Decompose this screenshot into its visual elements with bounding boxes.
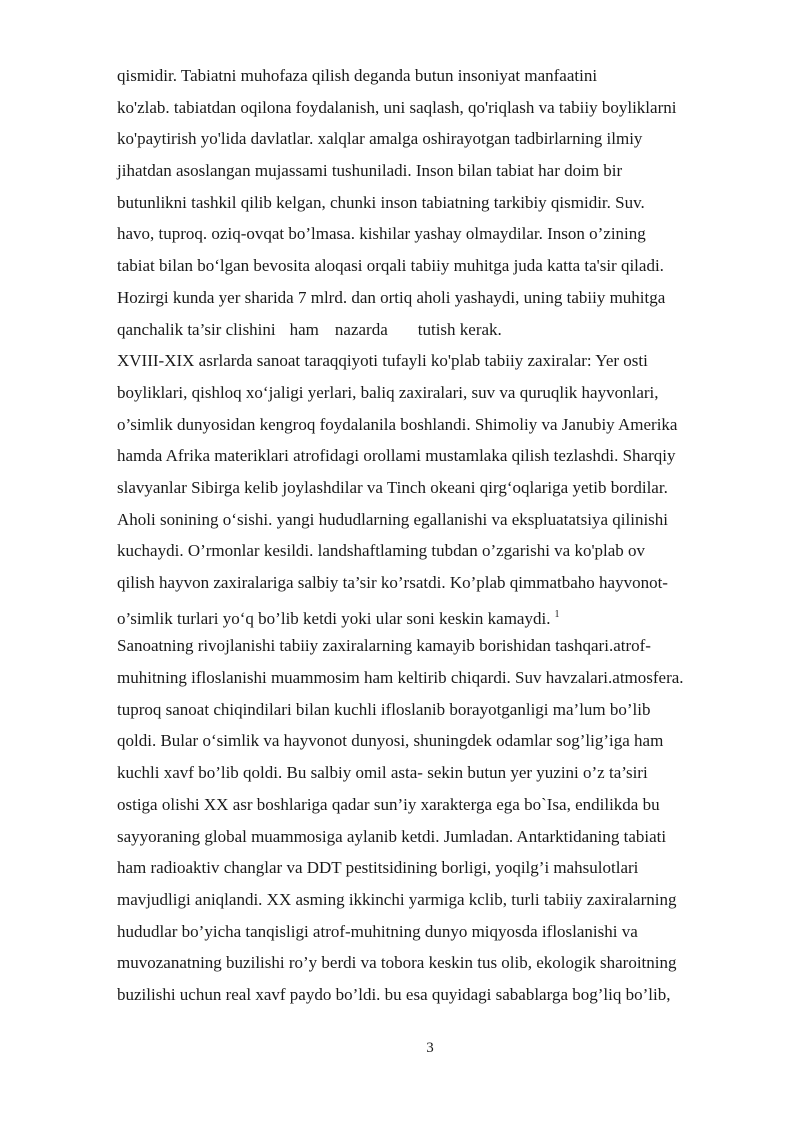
text-line: ko'zlab. tabiatdan oqilona foydalanish, uni saqlash, qo'riqlash va tabiiy boyliklarni: [117, 97, 677, 117]
text-line: ostiga olishi XX asr boshlariga qadar sun’iy xarakterga ega bo`Isa, endilikda bu: [117, 794, 660, 814]
text-line: qismidir. Tabiatni muhofaza qilish deganda butun insoniyat manfaatini: [117, 66, 598, 85]
text-line: mavjudligi aniqlandi. XX asming ikkinchi yarmiga kclib, turli tabiiy zaxiralarning: [117, 889, 677, 909]
text-line: kuchli xavf bo’lib qoldi. Bu salbiy omil asta- sekin butun yer yuzini o’z ta’siri: [117, 763, 648, 783]
text-line: sayyoraning global muammosiga aylanib ketdi. Jumladan. Antarktidaning tabiati: [117, 826, 667, 846]
text-line: jihatdan asoslangan mujassami tushuniladi. Inson bilan tabiat har doim bir: [117, 161, 623, 181]
page-number: 3: [426, 1040, 434, 1056]
text-line: butunlikni tashkil qilib kelgan, chunki inson tabiatning tarkibiy qismidir. Suv.: [117, 192, 645, 212]
text-line-spaced: [117, 314, 757, 346]
text-line: ko'paytirish yo'lida davlatlar. xalqlar amalga oshirayotgan tadbirlarning ilmiy: [117, 129, 643, 149]
text-line: XVIII-XIX asrlarda sanoat taraqqiyoti tufayli ko'plab tabiiy zaxiralar: Yer osti: [117, 351, 648, 371]
text-segment: tutish kerak.: [417, 319, 502, 339]
text-line: qoldi. Bular o‘simlik va hayvonot dunyosi, shuningdek odamlar sog’lig’iga ham: [117, 731, 664, 751]
text-line: slavyanlar Sibirga kelib joylashdilar va Tinch okeani qirg‘oqlariga yetib bordilar.: [117, 477, 668, 497]
body-text: [117, 60, 757, 1011]
text-line: kuchaydi. O’rmonlar kesildi. landshaftlaming tubdan o’zgarishi va ko'plab ov: [117, 541, 646, 561]
footnote-reference[interactable]: 1: [554, 608, 560, 620]
text-segment: o’simlik turlari yo‘q bo’lib ketdi yoki ular soni keskin kamaydi.: [117, 608, 551, 628]
text-segment: nazarda: [334, 319, 388, 339]
text-line: o’simlik dunyosidan kengroq foydalanila boshlandi. Shimoliy va Janubiy Amerika: [117, 414, 678, 434]
text-line: Sanoatning rivojlanishi tabiiy zaxiralarning kamayib borishidan tashqari.atrof-: [117, 636, 651, 656]
text-line: Aholi sonining o‘sishi. yangi hududlarning egallanishi va ekspluatatsiya qilinishi: [117, 509, 669, 529]
text-line: muvozanatning buzilishi ro’y berdi va tobora keskin tus olib, ekologik sharoitning: [117, 953, 677, 973]
text-line: tabiat bilan bo‘lgan bevosita aloqasi orqali tabiiy muhitga juda katta ta'sir qiladi.: [117, 256, 664, 276]
text-line: buzilishi uchun real xavf paydo bo’ldi. bu esa quyidagi sabablarga bog’liq bo’lib,: [117, 984, 671, 1004]
text-line-with-footnote: [117, 599, 757, 631]
text-line: ham radioaktiv changlar va DDT pestitsidining borligi, yoqilg’i mahsulotlari: [117, 858, 639, 878]
text-line: qilish hayvon zaxiralariga salbiy ta’sir ko’rsatdi. Ko’plab qimmatbaho hayvonot-: [117, 573, 668, 592]
text-segment: ham: [289, 319, 319, 339]
text-line: hududlar bo’yicha tanqisligi atrof-muhitning dunyo miqyosda ifloslanishi va: [117, 921, 638, 941]
text-line: boyliklari, qishloq xo‘jaligi yerlari, baliq zaxiralari, suv va quruqlik hayvonlari,: [117, 382, 659, 402]
text-line: tuproq sanoat chiqindilari bilan kuchli ifloslanib borayotganligi ma’lum bo’lib: [117, 699, 651, 719]
text-line: muhitning ifloslanishi muammosim ham keltirib chiqardi. Suv havzalari.atmosfera.: [117, 668, 684, 688]
text-segment: qanchalik ta’sir clishini: [117, 319, 276, 339]
text-line: havo, tuproq. oziq-ovqat bo’lmasa. kishilar yashay olmaydilar. Inson o’zining: [117, 224, 646, 244]
text-line: hamda Afrika materiklari atrofidagi orollami mustamlaka qilish tezlashdi. Sharqiy: [117, 446, 676, 466]
text-line: Hozirgi kunda yer sharida 7 mlrd. dan ortiq aholi yashaydi, uning tabiiy muhitga: [117, 287, 666, 307]
